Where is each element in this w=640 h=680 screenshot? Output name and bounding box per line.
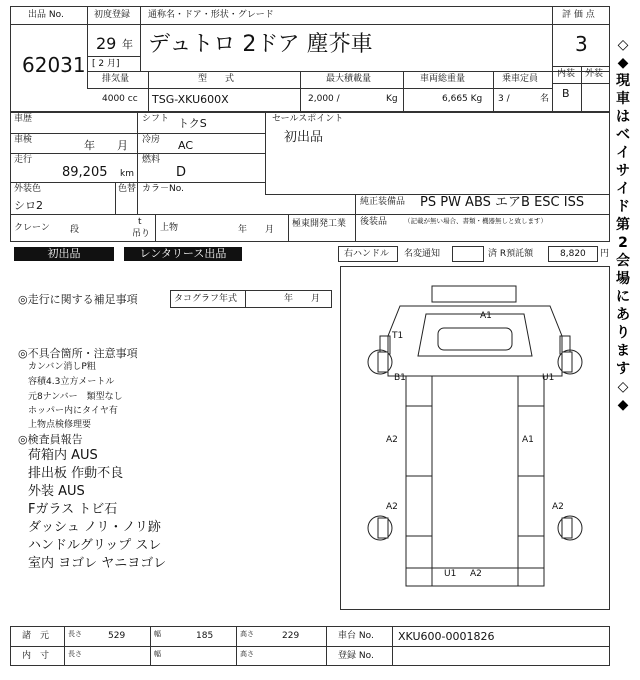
model-name: デュトロ 2ドア 塵芥車 <box>148 32 373 57</box>
reg-year-unit: 年 <box>122 38 133 51</box>
height-value: 229 <box>282 631 300 641</box>
defect-line: 容積4.3立方メートル <box>28 377 115 387</box>
vehicle-diagram <box>340 266 610 610</box>
damage-mark: A2 <box>386 435 398 445</box>
gross-weight-label: 車両総重量 <box>420 74 466 84</box>
recycle-unit: 円 <box>600 249 610 259</box>
width-label: 幅 <box>154 630 161 638</box>
gross-weight-value: 6,665 Kg <box>442 94 483 104</box>
inspector-line: 排出板 作動不良 <box>28 466 124 481</box>
width-value: 185 <box>196 631 214 641</box>
inside-height-label: 高さ <box>240 650 254 658</box>
length-label: 長さ <box>68 630 82 638</box>
inspector-line: ダッシュ ノリ・ノリ跡 <box>28 520 161 535</box>
sales-point-label: セールスポイント <box>272 114 344 124</box>
lift-label: 上物 <box>160 223 179 233</box>
recycle-amount: 8,820 <box>560 249 586 259</box>
supplement-title: ◎走行に関する補足事項 <box>18 293 138 306</box>
color-change-label: 色替 <box>118 184 137 194</box>
lot-label: 出品 No. <box>28 10 64 20</box>
mileage-label: 走行 <box>14 155 33 165</box>
interior-label: 内装 <box>557 69 576 79</box>
chassis-label: 車台 No. <box>338 631 374 641</box>
reg-month: [ 2 月] <box>92 59 120 69</box>
capacity-value: 3 / <box>498 94 510 104</box>
chassis-value: XKU600-0001826 <box>398 630 495 643</box>
inspector-title: ◎検査員報告 <box>18 433 83 446</box>
damage-mark: U1 <box>444 569 457 579</box>
fuel-value: D <box>176 165 187 180</box>
displacement-label: 排気量 <box>102 74 130 84</box>
aftermarket-note: （記載が無い場合、書類・機器無しと致します） <box>404 217 547 225</box>
type-label: 型 式 <box>198 74 235 84</box>
defect-line: ホッパー内にタイヤ有 <box>28 406 118 416</box>
inside-width-label: 幅 <box>154 650 161 658</box>
model-header: 通称名・ドア・形状・グレード <box>148 10 274 20</box>
shift-label: シフト <box>142 114 170 124</box>
type-code: TSG-XKU600X <box>152 93 229 106</box>
location-banner: ◇ ◆ 現 車 は ベ イ サ イ ド 第 2 会 場 に あ り ま す ◇ ◆ <box>616 37 630 413</box>
damage-mark: A1 <box>480 311 492 321</box>
registration-label: 登録 No. <box>338 651 374 661</box>
ac-label: 冷房 <box>142 135 161 145</box>
interior-grade: B <box>562 87 570 100</box>
length-value: 529 <box>108 631 126 641</box>
sales-point-value: 初出品 <box>284 130 324 145</box>
score-value: 3 <box>575 32 588 56</box>
damage-mark: U1 <box>542 373 555 383</box>
crane-label: クレーン <box>14 223 50 233</box>
damage-mark: A2 <box>552 502 564 512</box>
damage-mark: A2 <box>386 502 398 512</box>
capacity-unit: 名 <box>540 94 550 104</box>
equipment-value: PS PW ABS エアB ESC ISS <box>420 195 585 210</box>
inspector-line: 室内 ヨゴレ ヤニヨゴレ <box>28 556 167 571</box>
capacity-label: 乗車定員 <box>502 74 539 84</box>
displacement-value: 4000 cc <box>102 94 138 104</box>
tachograph-label: タコグラフ年式 <box>174 294 238 304</box>
inside-dim-label: 内 寸 <box>22 651 50 661</box>
damage-mark: T1 <box>392 331 404 341</box>
damage-mark: B1 <box>394 373 406 383</box>
mileage-unit: km <box>120 169 134 179</box>
name-change-label: 名変通知 <box>404 249 441 259</box>
reg-year: 29 <box>96 34 117 53</box>
max-load-unit: Kg <box>386 94 398 104</box>
crane-step: 段 <box>70 225 80 235</box>
inspector-line: 荷箱内 AUS <box>28 448 98 463</box>
lot-number: 62031 <box>22 53 86 77</box>
name-change-box <box>452 246 484 262</box>
damage-mark: A2 <box>470 569 482 579</box>
score-label: 評 価 点 <box>562 10 595 20</box>
defect-line: 元8ナンバー 類型なし <box>28 392 123 402</box>
crane-hang: 吊り <box>132 229 151 239</box>
aftermarket-label: 後装品 <box>360 217 388 227</box>
first-reg-label: 初度登録 <box>94 10 131 20</box>
exterior-label: 外装 <box>585 69 604 79</box>
inspection-value: 年 月 <box>84 139 128 152</box>
specs-label: 諸 元 <box>22 631 50 641</box>
max-load-label: 最大積載量 <box>326 74 372 84</box>
height-label: 高さ <box>240 630 254 638</box>
defect-line: 上物点検修理要 <box>28 420 92 430</box>
damage-mark: A1 <box>522 435 534 445</box>
crane-ton: t <box>138 217 142 227</box>
color-label: 外装色 <box>14 184 42 194</box>
history-label: 車歴 <box>14 114 33 124</box>
shift-value: トクS <box>178 117 207 130</box>
mileage-value: 89,205 <box>62 165 108 180</box>
inspection-label: 車検 <box>14 135 33 145</box>
fuel-label: 燃料 <box>142 155 161 165</box>
ac-value: AC <box>178 139 194 152</box>
defect-line: カンバン消しP粗 <box>28 362 96 372</box>
inspector-line: 外装 AUS <box>28 484 85 499</box>
tachograph-date: 年 月 <box>284 294 321 304</box>
rental-badge: レンタリース出品 <box>124 247 242 261</box>
first-listing-badge: 初出品 <box>14 247 114 261</box>
equipment-label: 純正装備品 <box>360 197 406 207</box>
lift-date: 年 月 <box>238 225 275 235</box>
color-value: シロ2 <box>14 199 43 212</box>
north-label: 極東開発工業 <box>292 219 347 229</box>
inside-length-label: 長さ <box>68 650 82 658</box>
max-load-value: 2,000 / <box>308 94 340 104</box>
inspector-line: Fガラス トビ石 <box>28 502 118 517</box>
recycle-label: 済 R預託額 <box>488 249 534 259</box>
color-code-label: カラ－No. <box>142 184 184 194</box>
defects-title: ◎不具合箇所・注意事項 <box>18 347 138 360</box>
steering-value: 右ハンドル <box>344 249 390 259</box>
inspector-line: ハンドルグリップ スレ <box>28 538 162 553</box>
